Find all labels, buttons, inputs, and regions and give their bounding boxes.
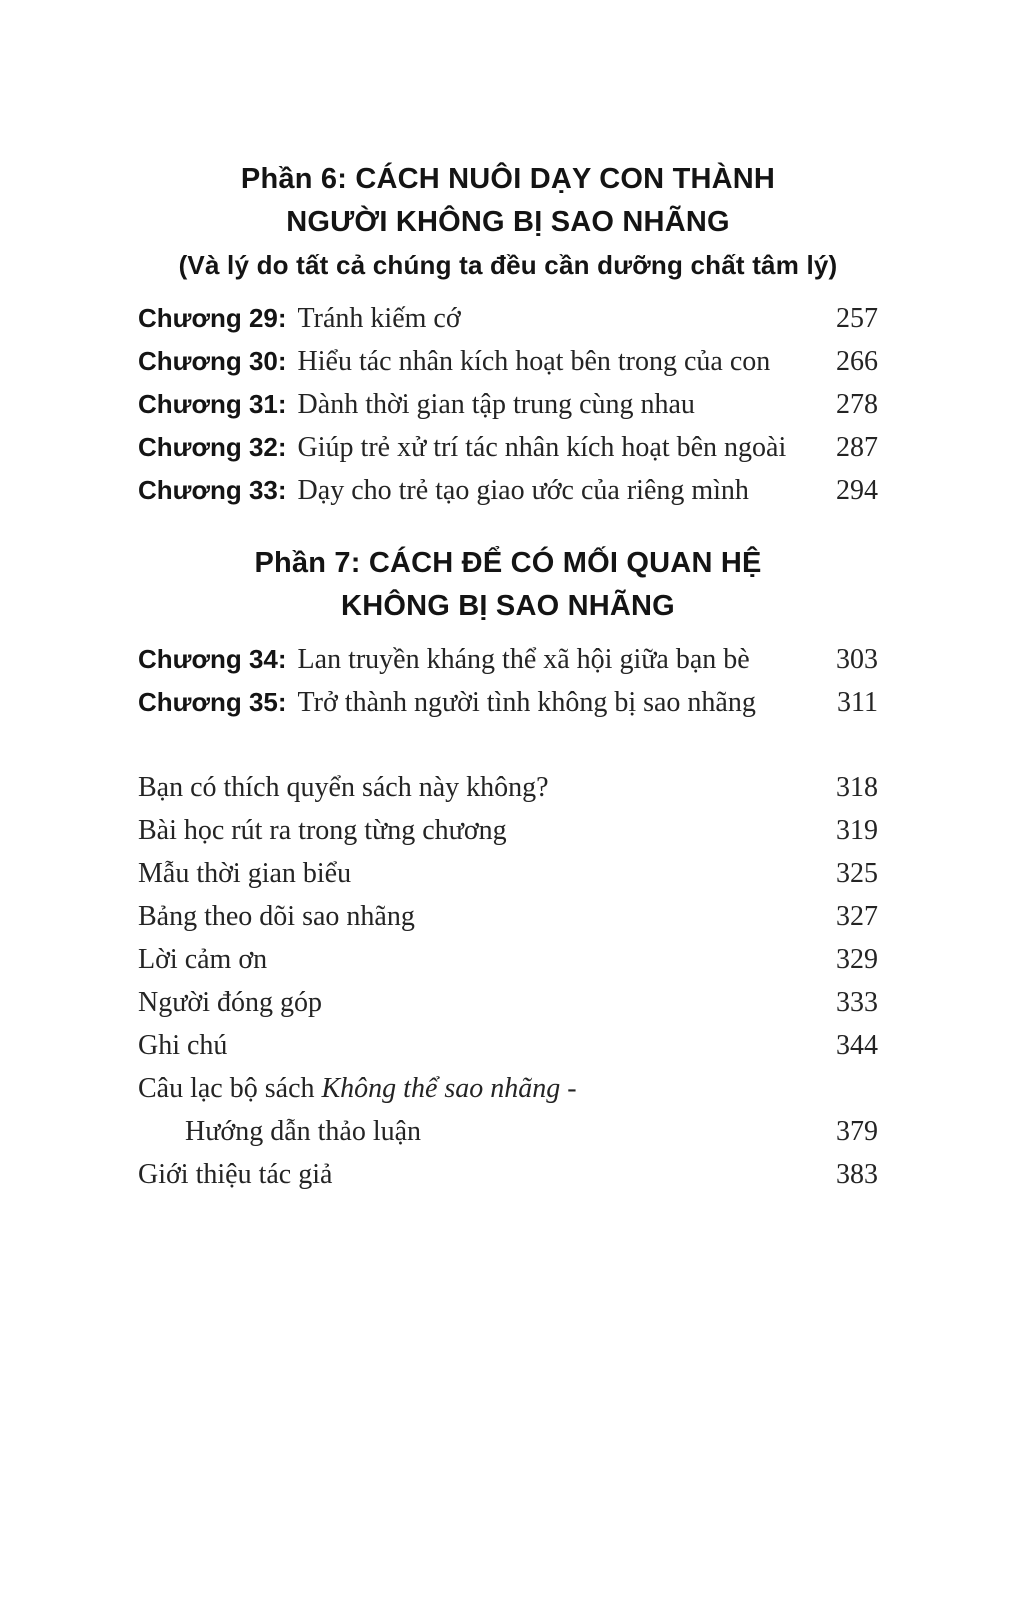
- page-number: 379: [836, 1116, 878, 1147]
- chapter-title: Dành thời gian tập trung cùng nhau: [297, 389, 695, 420]
- back-matter-list: [138, 766, 878, 1067]
- toc-chapter-entry: [138, 426, 878, 469]
- part6-title-line1: Phần 6: CÁCH NUÔI DẠY CON THÀNH: [240, 163, 776, 195]
- page-number: 327: [836, 901, 878, 932]
- part6-title-line2: NGƯỜI KHÔNG BỊ SAO NHÃNG: [286, 206, 730, 238]
- page-number: 287: [836, 432, 878, 463]
- entry-title: Ghi chú: [138, 1030, 228, 1061]
- page-number: 294: [836, 475, 878, 506]
- page-number: 383: [836, 1159, 878, 1190]
- toc-back-entry: [138, 938, 878, 981]
- chapter-label: Chương 32:: [138, 432, 287, 462]
- chapter-label: Chương 29:: [138, 303, 287, 333]
- part7-title-line1: Phần 7: CÁCH ĐỂ CÓ MỐI QUAN HỆ: [254, 547, 762, 579]
- entry-title: Người đóng góp: [138, 987, 322, 1018]
- chapter-label: Chương 31:: [138, 389, 287, 419]
- entry-title: Bài học rút ra trong từng chương: [138, 815, 507, 846]
- toc-back-entry: [138, 981, 878, 1024]
- toc-bookclub-entry-line2: [138, 1110, 878, 1153]
- chapter-label: Chương 33:: [138, 475, 287, 505]
- page-number: 325: [836, 858, 878, 889]
- toc-chapter-entry: [138, 638, 878, 681]
- entry-title: Bạn có thích quyển sách này không?: [138, 772, 549, 803]
- part6-chapter-list: [138, 297, 878, 512]
- toc-back-entry: [138, 852, 878, 895]
- table-of-contents: [138, 158, 878, 1196]
- chapter-title: Trở thành người tình không bị sao nhãng: [297, 687, 756, 718]
- bookclub-prefix: Câu lạc bộ sách: [138, 1073, 322, 1104]
- chapter-label: Chương 35:: [138, 687, 287, 717]
- part7-chapter-list: [138, 638, 878, 724]
- toc-back-entry: [138, 766, 878, 809]
- chapter-title: Dạy cho trẻ tạo giao ước của riêng mình: [297, 475, 749, 506]
- toc-chapter-entry: [138, 297, 878, 340]
- page-number: 257: [836, 303, 878, 334]
- toc-back-entry: [138, 895, 878, 938]
- entry-title: Lời cảm ơn: [138, 944, 268, 975]
- chapter-label: Chương 30:: [138, 346, 287, 376]
- bookclub-suffix: -: [560, 1073, 577, 1104]
- part7-heading: [138, 542, 878, 628]
- page-number: 278: [836, 389, 878, 420]
- page-number: 311: [837, 687, 878, 718]
- bookclub-subtitle: Hướng dẫn thảo luận: [185, 1116, 422, 1147]
- page-number: 318: [836, 772, 878, 803]
- toc-chapter-entry: [138, 681, 878, 724]
- page-number: 303: [836, 644, 878, 675]
- toc-chapter-entry: [138, 383, 878, 426]
- back-matter-section: [138, 766, 878, 1196]
- page-number: 319: [836, 815, 878, 846]
- toc-chapter-entry: [138, 469, 878, 512]
- chapter-title: Tránh kiếm cớ: [297, 303, 461, 334]
- toc-back-entry: [138, 809, 878, 852]
- entry-title: Giới thiệu tác giả: [138, 1159, 333, 1190]
- chapter-title: Hiểu tác nhân kích hoạt bên trong của con: [297, 346, 771, 377]
- bookclub-title: [138, 1067, 577, 1110]
- chapter-label: Chương 34:: [138, 644, 287, 674]
- chapter-title: Giúp trẻ xử trí tác nhân kích hoạt bên ngoài: [297, 432, 787, 463]
- toc-chapter-entry: [138, 340, 878, 383]
- toc-back-entry: [138, 1024, 878, 1067]
- part6-heading: [138, 158, 878, 287]
- page-number: 344: [836, 1030, 878, 1061]
- entry-title: Bảng theo dõi sao nhãng: [138, 901, 415, 932]
- page-number: 266: [836, 346, 878, 377]
- chapter-title: Lan truyền kháng thể xã hội giữa bạn bè: [297, 644, 750, 675]
- page-number: 329: [836, 944, 878, 975]
- toc-bookclub-entry-line1: [138, 1067, 878, 1110]
- part7-title-line2: KHÔNG BỊ SAO NHÃNG: [341, 590, 675, 622]
- toc-author-entry: [138, 1153, 878, 1196]
- entry-title: Mẫu thời gian biểu: [138, 858, 352, 889]
- page-number: 333: [836, 987, 878, 1018]
- bookclub-book-title: Không thể sao nhãng: [321, 1073, 561, 1104]
- part6-subtitle: (Và lý do tất cả chúng ta đều cần dưỡng chất tâm lý): [178, 250, 838, 280]
